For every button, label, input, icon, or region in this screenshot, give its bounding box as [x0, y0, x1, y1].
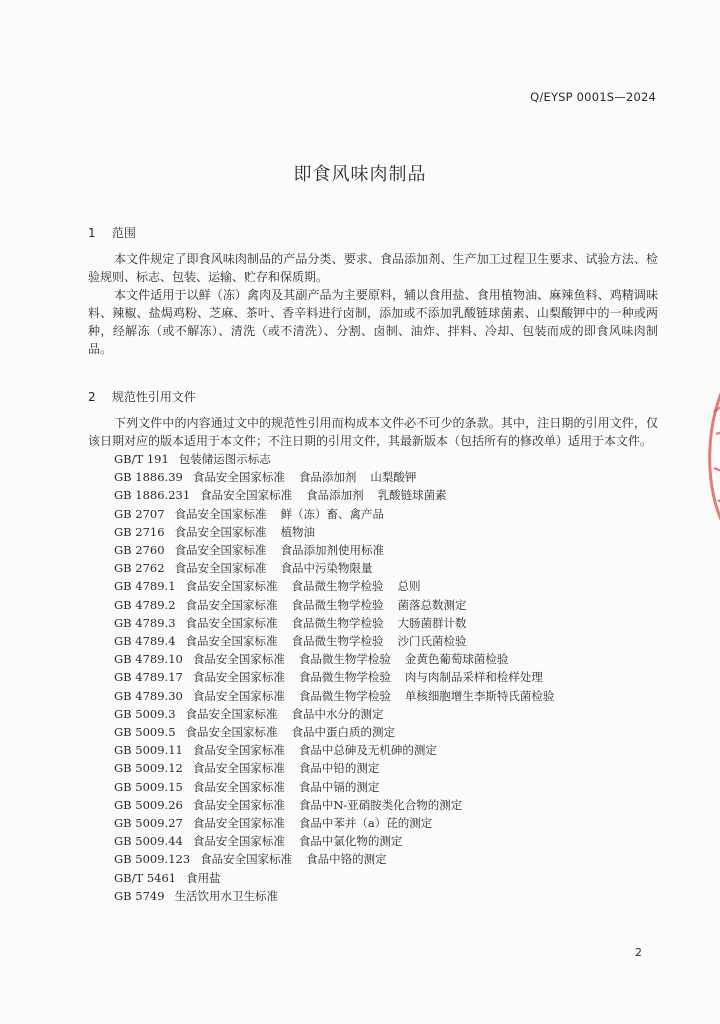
reference-item: GB 5009.15 食品安全国家标准 食品中镉的测定	[114, 779, 380, 794]
reference-item: GB 4789.10 食品安全国家标准 食品微生物学检验 金黄色葡萄球菌检验	[114, 652, 509, 667]
reference-item: GB 4789.4 食品安全国家标准 食品微生物学检验 沙门氏菌检验	[114, 634, 467, 649]
reference-item: GB 4789.3 食品安全国家标准 食品微生物学检验 大肠菌群计数	[114, 615, 467, 630]
seal-stamp-icon	[692, 372, 720, 540]
reference-item: GB 2760 食品安全国家标准 食品添加剂使用标准	[114, 543, 385, 558]
reference-item: GB 5009.44 食品安全国家标准 食品中氯化物的测定	[114, 834, 403, 849]
reference-item: GB 4789.17 食品安全国家标准 食品微生物学检验 肉与肉制品采样和检样处理	[114, 670, 543, 685]
section-number: 2	[88, 390, 96, 404]
reference-item: GB 2707 食品安全国家标准 鲜（冻）畜、禽产品	[114, 506, 385, 521]
reference-list	[114, 450, 554, 905]
reference-item: GB 4789.30 食品安全国家标准 食品微生物学检验 单核细胞增生李斯特氏菌检验	[114, 688, 555, 703]
section-number: 1	[88, 226, 96, 240]
reference-item: GB 5009.12 食品安全国家标准 食品中铅的测定	[114, 761, 380, 776]
document-title: 即食风味肉制品	[293, 164, 427, 185]
reference-item: GB 5009.11 食品安全国家标准 食品中总砷及无机砷的测定	[114, 743, 437, 758]
section-2-paragraph-1: 下列文件中的内容通过文中的规范性引用而构成本文件必不可少的条款。其中，注日期的引用文件，仅该日期对应的版本适用于本文件；不注日期的引用文件，其最新版本（包括所有的修改单）适用于本文件。	[88, 416, 658, 448]
section-2-heading	[88, 388, 196, 405]
reference-item: GB 1886.39 食品安全国家标准 食品添加剂 山梨酸钾	[114, 470, 417, 485]
reference-item: GB 5009.27 食品安全国家标准 食品中苯并（a）芘的测定	[114, 816, 433, 831]
reference-item: GB 5009.5 食品安全国家标准 食品中蛋白质的测定	[114, 725, 396, 740]
reference-item: GB 5009.26 食品安全国家标准 食品中N-亚硝胺类化合物的测定	[114, 797, 463, 812]
page-number: 2	[635, 946, 642, 959]
section-title: 范围	[111, 226, 136, 240]
reference-item: GB 5009.3 食品安全国家标准 食品中水分的测定	[114, 706, 384, 721]
reference-item: GB 4789.2 食品安全国家标准 食品微生物学检验 菌落总数测定	[114, 597, 467, 612]
reference-item: GB/T 191 包装储运图示标志	[114, 452, 271, 466]
reference-item: GB 5749 生活饮用水卫生标准	[114, 888, 279, 903]
reference-item: GB/T 5461 食用盐	[114, 870, 221, 885]
reference-item: GB 5009.123 食品安全国家标准 食品中铬的测定	[114, 852, 387, 867]
section-title: 规范性引用文件	[111, 390, 196, 404]
reference-item: GB 2762 食品安全国家标准 食品中污染物限量	[114, 561, 373, 576]
section-1-heading	[88, 224, 136, 241]
section-1-paragraph-2: 本文件适用于以鲜（冻）禽肉及其副产品为主要原料，辅以食用盐、食用植物油、麻辣鱼料、鸡精调味料、辣椒、盐焗鸡粉、芝麻、茶叶、香辛料进行卤制，添加或不添加乳酸链球菌素、山梨酸钾中的一种或两种，经解冻（或不解冻）、清洗（或不清洗）、分割、卤制、油炸、拌料、冷却、包装而成的即食风味肉制品。	[88, 288, 658, 356]
reference-item: GB 1886.231 食品安全国家标准 食品添加剂 乳酸链球菌素	[114, 488, 447, 503]
reference-item: GB 4789.1 食品安全国家标准 食品微生物学检验 总则	[114, 579, 421, 594]
section-1-paragraph-1: 本文件规定了即食风味肉制品的产品分类、要求、食品添加剂、生产加工过程卫生要求、试验方法、检验规则、标志、包装、运输、贮存和保质期。	[88, 252, 658, 284]
reference-item: GB 2716 食品安全国家标准 植物油	[114, 524, 316, 539]
document-code: Q/EYSP 0001S—2024	[530, 90, 656, 104]
